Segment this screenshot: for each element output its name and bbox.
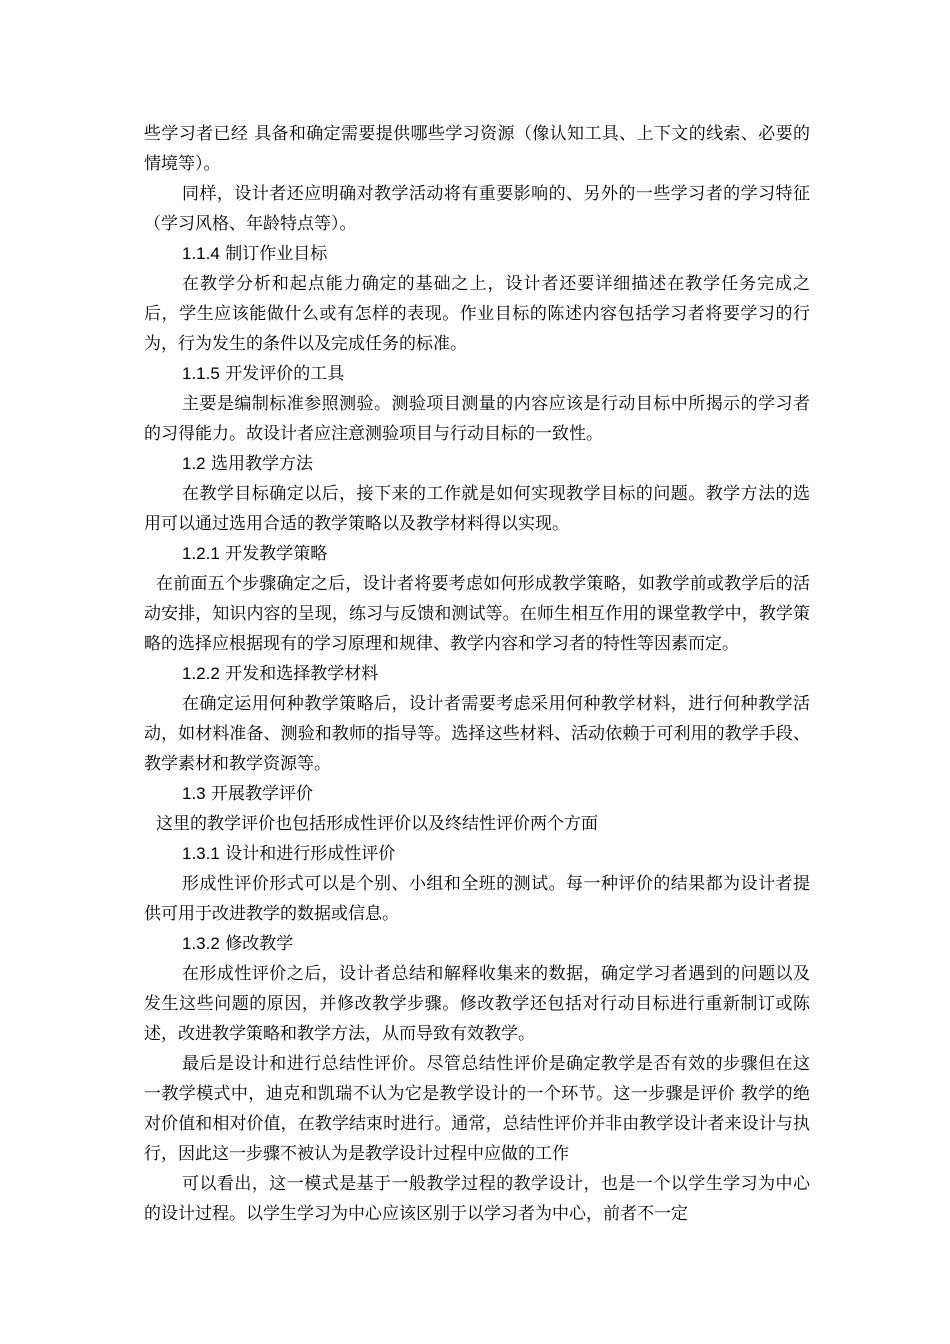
paragraph: 在确定运用何种教学策略后，设计者需要考虑采用何种教学材料，进行何种教学活动，如材料准备、测验和教师的指导等。选择这些材料、活动依赖于可利用的教学手段、教学素材和教学资源等。 bbox=[144, 694, 810, 774]
section-heading bbox=[144, 659, 810, 689]
section-heading bbox=[144, 839, 810, 869]
section-number: 1.2 bbox=[182, 454, 206, 473]
section-number: 1.3.1 bbox=[182, 844, 220, 863]
document-page bbox=[144, 119, 810, 1229]
paragraph: 在前面五个步骤确定之后，设计者将要考虑如何形成教学策略，如教学前或教学后的活动安排，知识内容的呈现，练习与反馈和测试等。在师生相互作用的课堂教学中，教学策略的选择应根据现有的学习原理和规律、教学内容和学习者的特性等因素而定。 bbox=[144, 574, 810, 654]
paragraph: 在教学分析和起点能力确定的基础之上，设计者还要详细描述在教学任务完成之后，学生应该能做什么或有怎样的表现。作业目标的陈述内容包括学习者将要学习的行为，行为发生的条件以及完成任务的标准。 bbox=[144, 274, 810, 354]
section-number: 1.2.1 bbox=[182, 544, 220, 563]
section-title: 设计和进行形成性评价 bbox=[225, 844, 396, 864]
section-heading bbox=[144, 359, 810, 389]
section-number: 1.1.5 bbox=[182, 364, 220, 383]
section-number: 1.2.2 bbox=[182, 664, 220, 683]
section-heading bbox=[144, 929, 810, 959]
section-heading bbox=[144, 449, 810, 479]
paragraph: 些学习者已经 具备和确定需要提供哪些学习资源（像认知工具、上下文的线索、必要的情境等）。 bbox=[144, 124, 810, 174]
section-heading bbox=[144, 779, 810, 809]
section-number: 1.3 bbox=[182, 784, 206, 803]
section-title: 开发教学策略 bbox=[225, 544, 328, 564]
section-title: 开发和选择教学材料 bbox=[225, 664, 379, 684]
paragraph: 在教学目标确定以后，接下来的工作就是如何实现教学目标的问题。教学方法的选用可以通过选用合适的教学策略以及教学材料得以实现。 bbox=[144, 484, 810, 534]
paragraph: 可以看出，这一模式是基于一般教学过程的教学设计，也是一个以学生学习为中心的设计过程。以学生学习为中心应该区别于以学习者为中心，前者不一定 bbox=[144, 1174, 810, 1224]
section-title: 开发评价的工具 bbox=[225, 364, 345, 384]
section-number: 1.3.2 bbox=[182, 934, 220, 953]
section-title: 修改教学 bbox=[225, 934, 294, 954]
paragraph: 同样，设计者还应明确对教学活动将有重要影响的、另外的一些学习者的学习特征（学习风格、年龄特点等）。 bbox=[144, 184, 810, 234]
paragraph: 这里的教学评价也包括形成性评价以及终结性评价两个方面 bbox=[156, 814, 598, 834]
section-title: 制订作业目标 bbox=[225, 244, 328, 264]
section-heading bbox=[144, 239, 810, 269]
section-heading bbox=[144, 539, 810, 569]
section-title: 选用教学方法 bbox=[211, 454, 314, 474]
section-title: 开展教学评价 bbox=[211, 784, 314, 804]
paragraph: 形成性评价形式可以是个别、小组和全班的测试。每一种评价的结果都为设计者提供可用于改进教学的数据或信息。 bbox=[144, 874, 810, 924]
section-number: 1.1.4 bbox=[182, 244, 220, 263]
paragraph: 主要是编制标准参照测验。测验项目测量的内容应该是行动目标中所揭示的学习者的习得能力。故设计者应注意测验项目与行动目标的一致性。 bbox=[144, 394, 810, 444]
paragraph: 最后是设计和进行总结性评价。尽管总结性评价是确定教学是否有效的步骤但在这一教学模式中，迪克和凯瑞不认为它是教学设计的一个环节。这一步骤是评价 教学的绝对价值和相对价值，在教学结束时进行。通常，总结性评价并非由教学设计者来设计与执行，因此这一步骤不被认为是教学设计过程中应做的工作 bbox=[144, 1054, 810, 1164]
paragraph: 在形成性评价之后，设计者总结和解释收集来的数据，确定学习者遇到的问题以及发生这些问题的原因，并修改教学步骤。修改教学还包括对行动目标进行重新制订或陈述，改进教学策略和教学方法，从而导致有效教学。 bbox=[144, 964, 810, 1044]
